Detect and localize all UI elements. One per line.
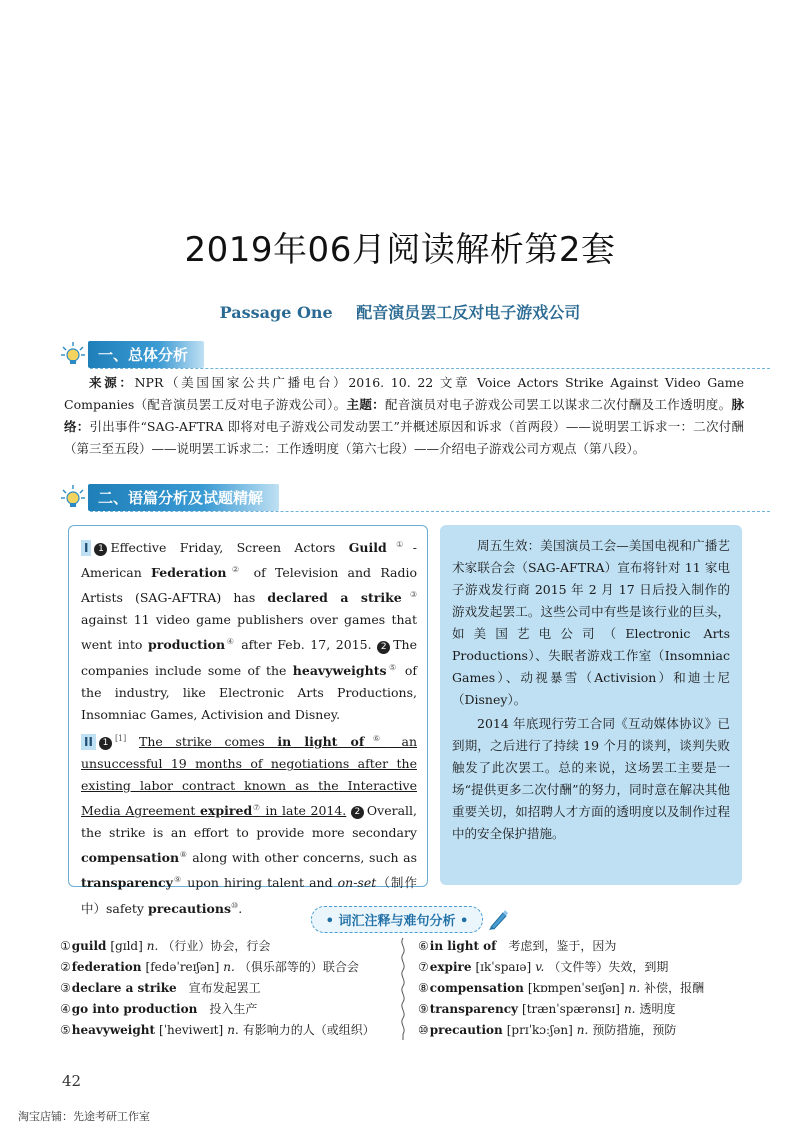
vocab-ipa: [ɪkˈspaɪə] [475,960,532,974]
theme-label: 主题： [346,397,385,412]
source-text: NPR（美国国家公共广播电台）2016. 10. 22 文章 Voice Actors Strike Against Video Game Companies（配音演员罢工反对电子游戏公司）。 [64,375,744,412]
divider [90,511,770,512]
text-segment: Effective Friday, Screen Actors [110,540,349,556]
vocab-pos: n. [576,1023,589,1037]
vocab-definition: （俱乐部等的）联合会 [238,960,359,974]
text-segment: upon hiring talent and [182,875,338,891]
section-title: 一、总体分析 [88,341,204,368]
section-header-analysis [60,483,279,511]
binding-spine [398,938,408,1040]
overview-paragraph [64,372,744,460]
vocab-number: ① [60,939,71,953]
vocab-ipa: [trænˈspærənsɪ] [522,1002,620,1016]
keyword: declared a strike [267,590,402,606]
text-segment: . [238,900,243,916]
vocab-word: in light of [429,939,497,953]
vocab-definition: （行业）协会，行会 [162,939,271,953]
vocab-list-left [60,936,390,1041]
structure-text: 引出事件“SAG-AFTRA 即将对电子游戏公司发动罢工”并概述原因和诉求（首两段）——说明罢工诉求一：二次付酬（第三至五段）——说明罢工诉求二：工作透明度（第六七段）——介绍电子游戏公司方观点（第八段）。 [64,419,744,456]
keyword: Federation [151,565,227,581]
vocab-word: heavyweight [71,1023,156,1037]
passage-title: 配音演员罢工反对电子游戏公司 [356,303,581,322]
vocab-item [418,936,748,957]
vocab-item [418,957,748,978]
chinese-translation-box [440,525,742,885]
vocab-word: federation [71,960,142,974]
footer-shop-text: 淘宝店铺：先途考研工作室 [18,1110,150,1123]
note-ref: ④ [225,637,236,647]
structure-label: 脉络： [64,397,744,434]
note-ref: ② [226,565,245,575]
vocab-item [418,999,748,1020]
vocab-word: expire [429,960,472,974]
note-ref: ⑥ [364,734,389,743]
note-ref: ⑩ [231,900,239,910]
text-segment: The companies include some of the [81,637,417,678]
vocab-definition: 有影响力的人（或组织） [242,1023,375,1037]
vocab-item [418,1020,748,1041]
section-header-overview [60,340,204,368]
vocab-banner [300,906,520,932]
text-segment: Overall, the strike is an effort to provide more secondary [81,803,418,841]
vocab-number: ② [60,960,71,974]
vocab-number: ⑥ [418,939,429,953]
vocab-ipa: [prɪˈkɔːʃən] [506,1023,573,1037]
vocab-ipa: [ˈheviweɪt] [159,1023,224,1037]
vocab-pos: v. [535,960,545,974]
vocab-definition: 考虑到，鉴于，因为 [508,939,617,953]
keyword: precautions [147,900,232,916]
vocab-word: declare a strike [71,981,177,995]
vocab-number: ⑦ [418,960,429,974]
vocab-item [60,957,390,978]
keyword: Guild [348,540,387,556]
vocab-number: ⑤ [60,1023,71,1037]
vocab-pos: n. [227,1023,239,1037]
vocab-list-right [418,936,748,1041]
note-ref: ③ [401,590,417,600]
keyword: transparency [81,875,173,891]
theme-text: 配音演员对电子游戏公司罢工以谋求二次付酬及工作透明度。 [385,397,732,412]
vocab-number: ⑧ [418,981,429,995]
vocab-item [60,936,390,957]
note-ref: ⑦ [252,803,261,813]
text-segment: in late 2014. [260,803,347,819]
note-ref: ⑧ [179,850,188,860]
text-segment: along with other concerns, such as [187,850,418,866]
sentence-number: 1 [99,737,112,750]
note-ref: ⑨ [172,875,183,885]
keyword: compensation [81,850,180,866]
vocab-pos: n. [623,1002,636,1016]
vocab-item [60,978,390,999]
text-segment: -American [81,540,418,581]
divider [90,368,770,369]
source-label: 来源： [89,375,135,390]
vocab-definition: 预防措施，预防 [592,1023,677,1037]
passage-heading [0,300,800,323]
text-segment: （制作中）safety [81,875,417,916]
vocab-word: guild [71,939,107,953]
vocab-word: compensation [429,981,524,995]
english-paragraph-1 [81,534,417,726]
section-title: 二、语篇分析及试题精解 [88,484,279,511]
vocab-word: transparency [429,1002,519,1016]
sentence-number: 1 [94,543,107,556]
italic-term: on-set [337,875,377,891]
vocab-title: • 词汇注释与难句分析 • [311,906,484,933]
page-title: 2019年06月阅读解析第2套 [184,230,616,270]
vocab-ipa: [kɒmpenˈseɪʃən] [527,981,625,995]
text-segment: against 11 video game publishers over games that went into [81,612,417,653]
vocab-item [418,978,748,999]
note-ref: ① [386,540,413,549]
page-number: 42 [62,1072,82,1090]
chinese-paragraph-2: 2014 年底现行劳工合同《互动媒体协议》已到期，之后进行了持续 19 个月的谈判，谈判失败触发了此次罢工。总的来说，这场罢工主要是一场“提供更多二次付酬”的努力，同时意在解决其他重要关切，如招聘人才方面的透明度以及制作过程中的安全保护措施。 [452,716,730,841]
question-ref: [1] [114,734,127,743]
pen-icon [487,908,509,930]
lightbulb-icon [60,341,86,367]
keyword: heavyweights [292,662,387,678]
paragraph-marker: II [81,734,96,750]
keyword: in light of [277,734,365,750]
text-segment: of the industry, like Electronic Arts Productions, Insomniac Games, Activision and Disney. [81,662,418,722]
vocab-word: go into production [71,1002,198,1016]
english-passage-box [68,525,428,916]
passage-label: Passage One [219,303,333,322]
text-segment: of Television and Radio Artists (SAG-AFTRA) has [81,565,418,606]
vocab-definition: 补偿，报酬 [644,981,705,995]
text-segment: after Feb. 17, 2015. [235,637,372,653]
vocab-definition: 透明度 [639,1002,676,1016]
vocab-pos: n. [146,939,159,953]
note-ref: ⑤ [386,662,399,672]
vocab-number: ③ [60,981,71,995]
vocab-item [60,999,390,1020]
vocab-pos: n. [628,981,641,995]
keyword: expired [200,803,253,819]
vocab-number: ④ [60,1002,71,1016]
chinese-paragraph-1: 周五生效：美国演员工会—美国电视和广播艺术家联合会（SAG-AFTRA）宣布将针对 11 家电子游戏发行商 2015 年 2 月 17 日后投入制作的游戏发起罢工。这些公司中有些是该行业的巨头，如美国艺电公司（Electronic Arts Productions）、失眠者游戏工作室（Insomniac Games）、动视暴雪（Activision）和迪士尼（Disney）。 [452,538,730,707]
vocab-word: precaution [429,1023,503,1037]
vocab-number: ⑨ [418,1002,429,1016]
sentence-number: 2 [351,806,364,819]
vocab-pos: n. [223,960,235,974]
vocab-definition: （文件等）失效，到期 [548,960,669,974]
vocab-definition: 宣布发起罢工 [188,981,261,995]
vocab-ipa: [gɪld] [110,939,143,953]
sentence-number: 2 [377,641,390,654]
lightbulb-icon [60,484,86,510]
paragraph-marker: I [81,540,91,556]
vocab-number: ⑩ [418,1023,429,1037]
keyword: production [148,637,226,653]
vocab-ipa: [fedəˈreɪʃən] [145,960,220,974]
text-segment: an unsuccessful 19 months of negotiations after the existing labor contract known as the Interactive Media Agreement [81,734,418,819]
vocab-item [60,1020,390,1041]
text-segment: The strike comes [138,734,278,750]
english-paragraph-2 [81,728,417,920]
vocab-definition: 投入生产 [209,1002,258,1016]
